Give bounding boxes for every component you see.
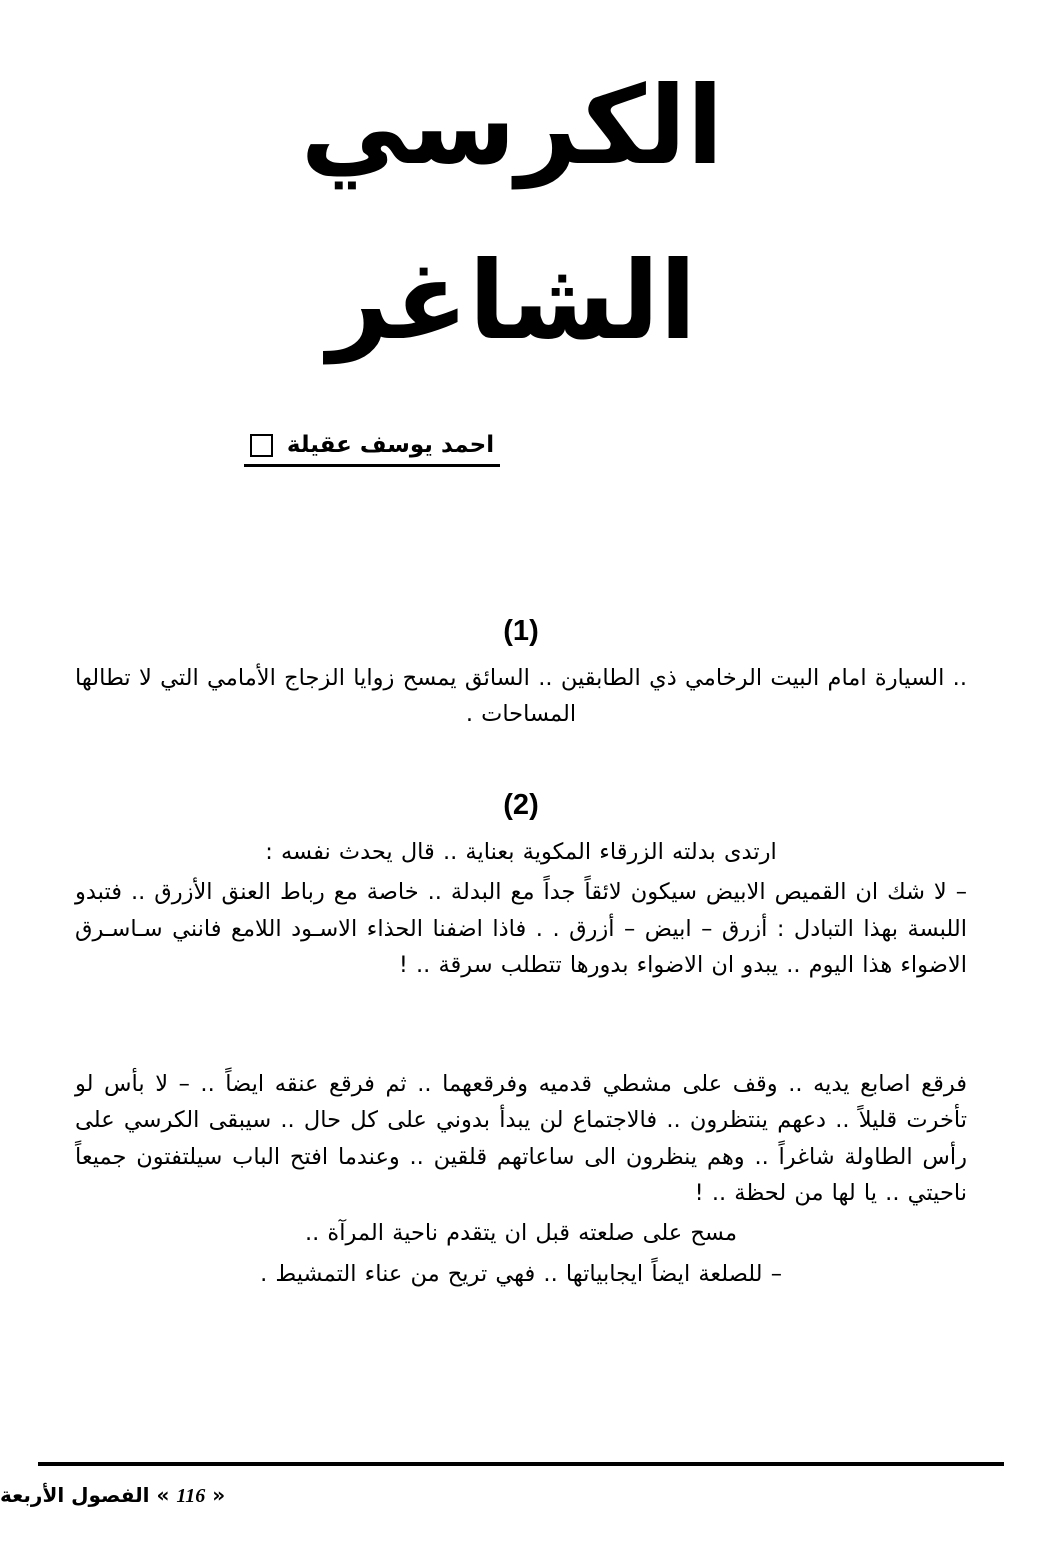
page-footer bbox=[0, 1483, 967, 1508]
section-number-1: (1) bbox=[503, 615, 539, 647]
author-byline bbox=[207, 432, 537, 467]
document-body bbox=[75, 615, 967, 1296]
section-3-paragraph-1: فرقع اصابع يديه .. وقف على مشطي قدميه وفرقعهما .. ثم فرقع عنقه ايضاً .. – لا بأس لو تأخرت قليلاً .. دعهم ينتظرون .. فالاجتماع لن يبدأ بدوني على كل حال .. سيبقى الكرسي على رأس الطاولة شاغراً .. وهم ينظرون الى ساعاتهم قلقين .. وعندما افتح الباب سيلتفتون جميعاً ناحيتي .. يا لها من لحظة .. ! bbox=[75, 1070, 967, 1206]
footer-divider bbox=[38, 1462, 1004, 1466]
square-bullet-icon bbox=[250, 434, 273, 457]
author-name: احمد يوسف عقيلة bbox=[286, 432, 495, 458]
title-line-1: الكرسي bbox=[300, 64, 724, 189]
section-2-paragraph-1: ارتدى بدلته الزرقاء المكوية بعناية .. قال يحدث نفسه : bbox=[265, 838, 777, 865]
footer-page-number: 116 bbox=[176, 1485, 206, 1507]
section-3-paragraph-3: – للصلعة ايضاً ايجابياتها .. فهي تريح من عناء التمشيط . bbox=[260, 1260, 782, 1287]
section-3-paragraph-2: مسح على صلعته قبل ان يتقدم ناحية المرآة .. bbox=[304, 1220, 738, 1247]
section-1-paragraph-1: .. السيارة امام البيت الرخامي ذي الطابقين .. السائق يمسح زوايا الزجاج الأمامي التي لا تطالها المساحات . bbox=[75, 665, 967, 728]
footer-marker-close: « bbox=[212, 1483, 226, 1507]
spacer bbox=[75, 737, 967, 789]
footer-journal-name: الفصول الأربعة bbox=[0, 1483, 150, 1507]
spacer bbox=[75, 988, 967, 1066]
title-line-2: الشاغر bbox=[327, 238, 697, 364]
section-2-paragraph-2: – لا شك ان القميص الابيض سيكون لائقاً جداً مع البدلة .. خاصة مع رباط العنق الأزرق .. فتبدو اللبسة بهذا التبادل : أزرق – ابيض – أزرق . . فاذا اضفنا الحذاء الاسـود اللامع فانني سـاسـرق الاضواء هذا اليوم .. يبدو ان الاضواء بدورها تتطلب سرقة .. ! bbox=[75, 879, 967, 979]
footer-marker-open: » bbox=[156, 1483, 170, 1507]
author-row bbox=[244, 432, 500, 467]
section-number-2: (2) bbox=[503, 788, 539, 821]
page-title bbox=[132, 40, 892, 390]
